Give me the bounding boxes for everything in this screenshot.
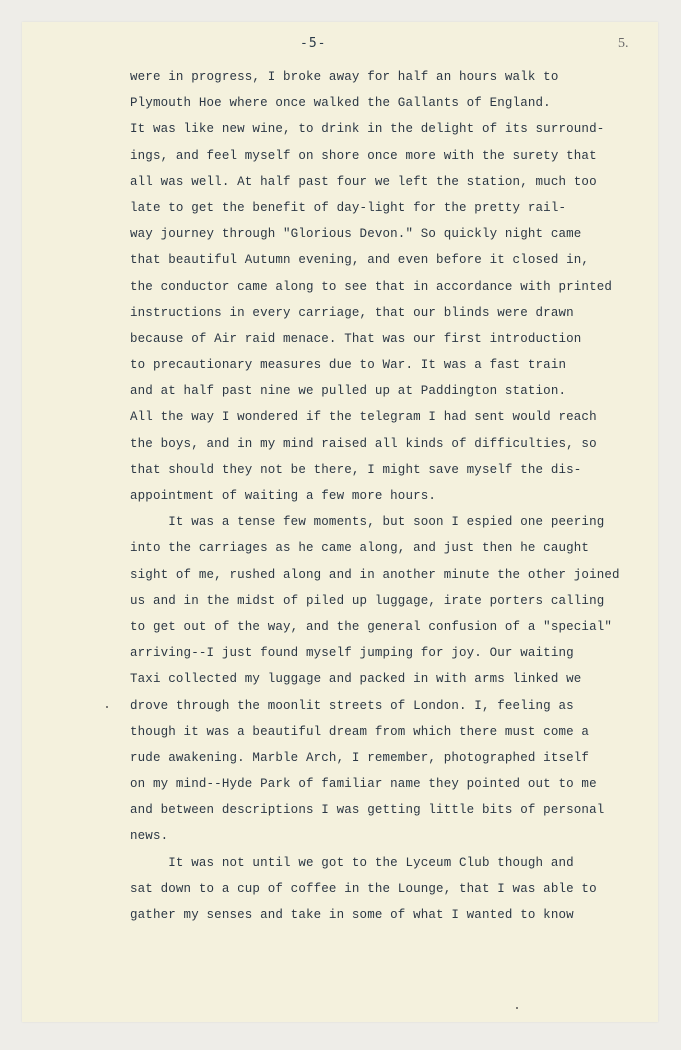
text-line: and between descriptions I was getting little bits of personal [130, 803, 605, 818]
handwritten-folio: 5. [618, 36, 629, 51]
text-line: late to get the benefit of day-light for the pretty rail- [130, 200, 567, 215]
ink-speck [516, 1007, 518, 1009]
text-line: Plymouth Hoe where once walked the Gallants of England. [130, 96, 551, 111]
text-line: because of Air raid menace. That was our first introduction [130, 331, 582, 346]
text-line: were in progress, I broke away for half an hours walk to [130, 70, 559, 84]
text-line: instructions in every carriage, that our blinds were drawn [130, 305, 574, 320]
text-line: on my mind--Hyde Park of familiar name they pointed out to me [130, 777, 597, 792]
text-line: us and in the midst of piled up luggage, irate porters calling [130, 593, 605, 608]
text-line: the boys, and in my mind raised all kinds of difficulties, so [130, 436, 597, 451]
ink-speck [106, 706, 108, 708]
text-line: It was a tense few moments, but soon I espied one peering [130, 515, 605, 530]
text-line: news. [130, 829, 169, 844]
text-line: All the way I wondered if the telegram I had sent would reach [130, 410, 597, 425]
text-line: way journey through "Glorious Devon." So quickly night came [130, 227, 582, 242]
text-line: to precautionary measures due to War. It was a fast train [130, 358, 567, 373]
text-line: and at half past nine we pulled up at Paddington station. [130, 384, 567, 399]
text-line: into the carriages as he came along, and just then he caught [130, 541, 590, 556]
text-line: It was not until we got to the Lyceum Club though and [130, 855, 574, 870]
text-line: It was like new wine, to drink in the delight of its surround- [130, 122, 605, 137]
text-line: the conductor came along to see that in accordance with printed [130, 279, 613, 294]
text-line: that beautiful Autumn evening, and even before it closed in, [130, 253, 590, 268]
text-line: Taxi collected my luggage and packed in with arms linked we [130, 672, 582, 687]
text-line: that should they not be there, I might save myself the dis- [130, 462, 582, 477]
body-text [130, 64, 650, 928]
text-line: ings, and feel myself on shore once more with the surety that [130, 148, 597, 163]
text-line: to get out of the way, and the general confusion of a "special" [130, 619, 613, 634]
page-number: -5- [300, 36, 327, 51]
text-line: rude awakening. Marble Arch, I remember, photographed itself [130, 750, 590, 765]
text-line: sat down to a cup of coffee in the Lounge, that I was able to [130, 881, 597, 896]
text-line: though it was a beautiful dream from which there must come a [130, 724, 590, 739]
text-line: all was well. At half past four we left the station, much too [130, 174, 597, 189]
text-line: drove through the moonlit streets of London. I, feeling as [130, 698, 574, 713]
text-line: arriving--I just found myself jumping for joy. Our waiting [130, 646, 574, 661]
text-line: sight of me, rushed along and in another minute the other joined [130, 567, 620, 582]
text-line: appointment of waiting a few more hours. [130, 489, 437, 503]
text-line: gather my senses and take in some of what I wanted to know [130, 908, 574, 922]
